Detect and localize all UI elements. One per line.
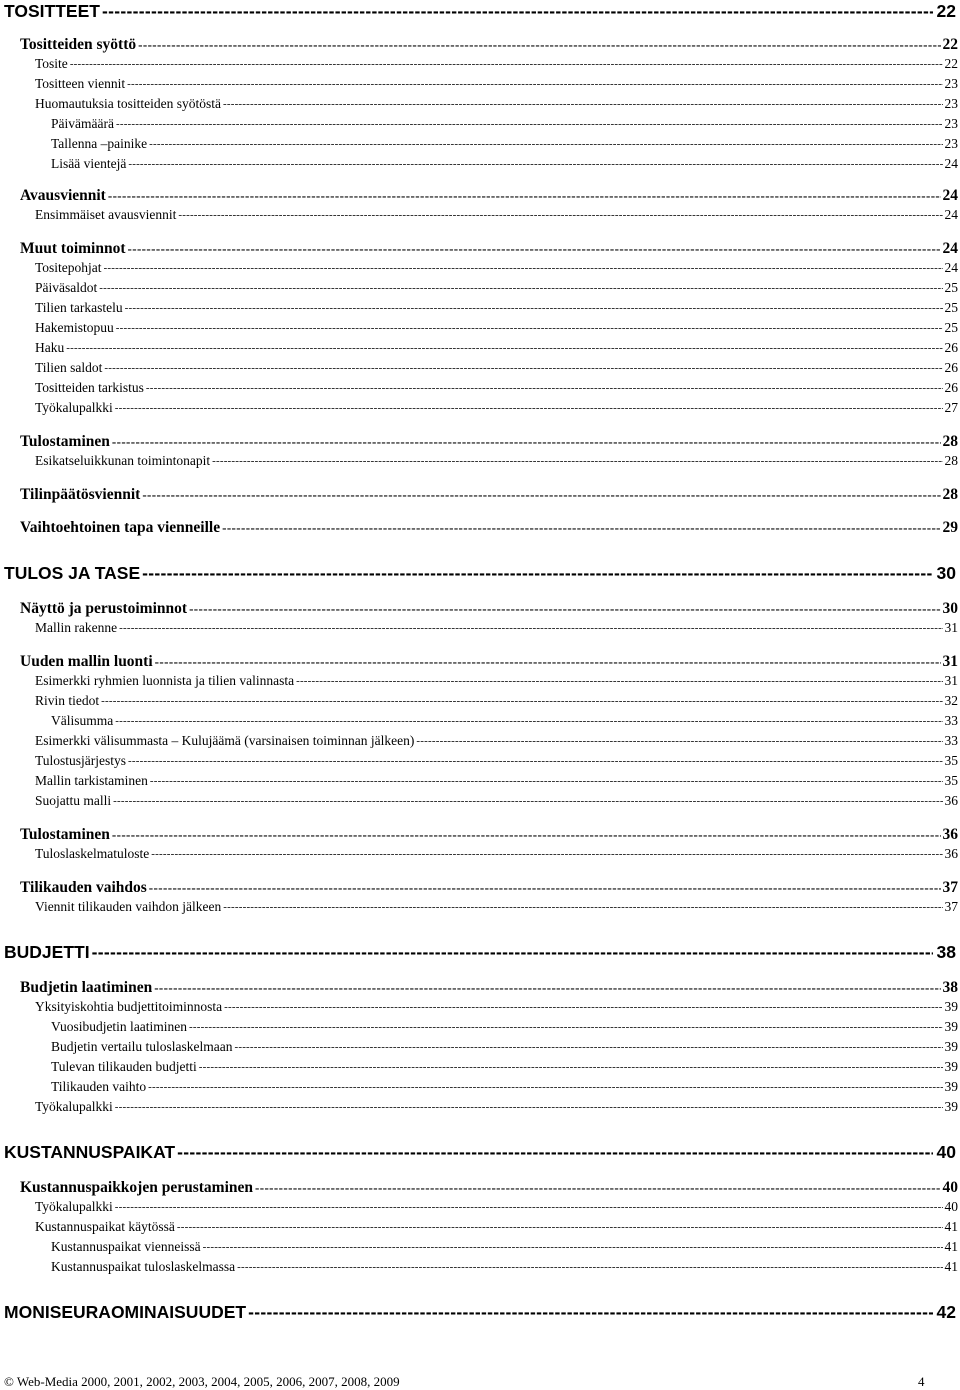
toc-entry-page-number: 37 [942,879,958,896]
toc-entry-title: Tulostaminen [20,433,110,450]
toc-entry-title: Vuosibudjetin laatiminen [51,1019,188,1034]
toc-entry-page-number: 39 [944,1079,958,1094]
toc-entry[interactable] [0,712,958,730]
toc-entry-page-number: 26 [944,340,958,355]
toc-dot-leader [234,1038,942,1056]
toc-dot-leader [104,359,942,377]
toc-entry[interactable] [0,518,958,538]
toc-entry-page-number: 39 [944,1019,958,1034]
toc-entry-title: Kustannuspaikat tuloslaskelmassa [51,1259,236,1274]
toc-entry-page-number: 36 [942,826,958,843]
toc-entry[interactable] [0,692,958,710]
toc-entry-page-number: 23 [944,116,958,131]
toc-entry-title: Yksityiskohtia budjettitoiminnosta [35,999,223,1014]
toc-entry-page-number: 27 [944,400,958,415]
toc-entry-page-number: 22 [944,56,958,71]
toc-entry-page-number: 36 [944,793,958,808]
toc-entry[interactable] [0,898,958,916]
toc-entry-title: Tosite [35,56,68,71]
toc-entry[interactable] [0,752,958,770]
toc-entry[interactable] [0,55,958,73]
toc-entry[interactable] [0,672,958,690]
toc-entry-title: Näyttö ja perustoiminnot [20,600,188,617]
toc-dot-leader [177,1218,943,1236]
toc-entry-title: Muut toiminnot [20,240,126,257]
toc-entry[interactable] [0,319,958,337]
toc-entry-title: Tulostaminen [20,826,110,843]
toc-entry-page-number: 23 [944,136,958,151]
toc-dot-leader [222,518,940,538]
toc-entry-title: Budjetin vertailu tuloslaskelmaan [51,1039,233,1054]
toc-entry-title: TULOS JA TASE [4,563,141,583]
toc-entry[interactable] [0,75,958,93]
toc-dot-leader [151,845,942,863]
toc-entry-title: Mallin rakenne [35,620,118,635]
toc-entry[interactable] [0,186,958,206]
toc-entry-page-number: 23 [944,76,958,91]
toc-dot-leader [177,1141,932,1163]
toc-dot-leader [115,399,943,417]
toc-dot-leader [102,0,933,22]
toc-dot-leader [224,998,942,1016]
toc-dot-leader [189,599,940,619]
toc-dot-leader [237,1258,942,1276]
toc-entry-page-number: 22 [942,36,958,53]
footer-copyright: © Web-Media 2000, 2001, 2002, 2003, 2004, 2005, 2006, 2007, 2008, 2009 [4,1374,400,1389]
toc-dot-leader [178,206,942,224]
toc-dot-leader [416,732,942,750]
toc-entry-page-number: 41 [944,1239,958,1254]
toc-entry[interactable] [0,135,958,153]
toc-entry-page-number: 24 [944,207,958,222]
toc-entry-title: Tilikauden vaihto [51,1079,147,1094]
toc-dot-leader [138,35,940,55]
toc-entry[interactable] [0,379,958,397]
toc-entry-title: Vaihtoehtoinen tapa vienneille [20,519,221,536]
toc-entry-page-number: 33 [944,713,958,728]
toc-entry-page-number: 26 [944,380,958,395]
toc-entry-page-number: 29 [942,519,958,536]
toc-entry-page-number: 28 [942,433,958,450]
toc-dot-leader [203,1238,943,1256]
toc-entry-page-number: 42 [936,1302,956,1322]
toc-entry-page-number: 39 [944,1039,958,1054]
toc-entry-page-number: 23 [944,96,958,111]
toc-entry-page-number: 39 [944,1099,958,1114]
toc-entry-page-number: 31 [944,620,958,635]
toc-dot-leader [154,978,940,998]
toc-entry[interactable] [0,619,958,637]
toc-dot-leader [128,239,941,259]
toc-entry-title: KUSTANNUSPAIKAT [4,1142,176,1162]
toc-entry[interactable] [0,1058,958,1076]
toc-entry-page-number: 25 [944,300,958,315]
toc-dot-leader [108,186,941,206]
toc-dot-leader [255,1178,941,1198]
toc-entry-page-number: 24 [942,187,958,204]
toc-entry-page-number: 41 [944,1259,958,1274]
toc-entry-title: Tilinpäätösviennit [20,486,141,503]
toc-entry-title: Työkalupalkki [35,1099,113,1114]
toc-entry-page-number: 37 [944,899,958,914]
toc-entry[interactable] [0,259,958,277]
page-footer [0,1373,960,1390]
toc-entry-title: Budjetin laatiminen [20,979,153,996]
toc-entry[interactable] [0,339,958,357]
toc-entry[interactable] [0,1018,958,1036]
toc-dot-leader [112,432,941,452]
toc-dot-leader [104,259,943,277]
toc-entry-page-number: 30 [942,600,958,617]
toc-entry-page-number: 35 [944,753,958,768]
toc-entry[interactable] [0,845,958,863]
toc-entry-title: Työkalupalkki [35,400,113,415]
toc-entry-page-number: 35 [944,773,958,788]
toc-dot-leader [116,115,943,133]
toc-entry-page-number: 24 [944,156,958,171]
toc-entry-page-number: 40 [936,1142,956,1162]
toc-dot-leader [223,898,942,916]
toc-entry[interactable] [0,825,958,845]
toc-entry[interactable] [0,115,958,133]
toc-entry[interactable] [0,359,958,377]
toc-entry-page-number: 38 [936,942,956,962]
toc-dot-leader [125,299,943,317]
toc-entry-page-number: 39 [944,999,958,1014]
toc-entry-title: Avausviennit [20,187,106,204]
toc-dot-leader [115,712,942,730]
toc-entry-page-number: 22 [936,1,956,21]
toc-entry[interactable] [0,1141,958,1163]
toc-dot-leader [66,339,942,357]
toc-entry-page-number: 30 [936,563,956,583]
toc-entry[interactable] [0,452,958,470]
toc-entry-page-number: 31 [944,673,958,688]
toc-entry[interactable] [0,1238,958,1256]
toc-dot-leader [189,1018,942,1036]
toc-entry-title: Esimerkki ryhmien luonnista ja tilien valinnasta [35,673,295,688]
footer-page-number: 4 [918,1374,925,1389]
toc-entry-title: Tositteiden tarkistus [35,380,144,395]
toc-entry-title: Lisää vientejä [51,156,127,171]
toc-entry-title: Tilien tarkastelu [35,300,123,315]
toc-entry-title: Uuden mallin luonti [20,653,153,670]
toc-entry[interactable] [0,1178,958,1198]
toc-dot-leader [223,95,943,113]
toc-entry-title: Kustannuspaikkojen perustaminen [20,1179,253,1196]
toc-entry-page-number: 31 [942,653,958,670]
toc-dot-leader [148,1078,942,1096]
toc-dot-leader [70,55,943,73]
toc-dot-leader [149,878,941,898]
toc-entry-title: BUDJETTI [4,942,90,962]
toc-entry[interactable] [0,239,958,259]
toc-dot-leader [119,619,942,637]
toc-entry[interactable] [0,562,958,584]
toc-entry-title: Välisumma [51,713,114,728]
toc-entry-title: Tulevan tilikauden budjetti [51,1059,197,1074]
toc-dot-leader [142,562,932,584]
toc-entry[interactable] [0,155,958,173]
toc-dot-leader [149,135,942,153]
toc-dot-leader [115,1198,943,1216]
toc-entry[interactable] [0,35,958,55]
toc-entry-page-number: 24 [944,260,958,275]
toc-entry-title: Suojattu malli [35,793,112,808]
toc-entry[interactable] [0,772,958,790]
toc-dot-leader [146,379,943,397]
toc-entry-page-number: 39 [944,1059,958,1074]
toc-entry-title: Tilien saldot [35,360,103,375]
toc-dot-leader [248,1301,932,1323]
toc-entry-title: Tuloslaskelmatuloste [35,846,150,861]
toc-dot-leader [101,692,942,710]
toc-dot-leader [116,319,943,337]
toc-entry-title: Tulostusjärjestys [35,753,127,768]
toc-entry[interactable] [0,1198,958,1216]
toc-entry-page-number: 38 [942,979,958,996]
toc-entry[interactable] [0,998,958,1016]
toc-entry-title: Haku [35,340,65,355]
toc-entry-title: Tositteen viennit [35,76,126,91]
toc-dot-leader [150,772,943,790]
toc-entry-page-number: 24 [942,240,958,257]
toc-dot-leader [92,941,933,963]
toc-entry[interactable] [0,0,958,22]
toc-entry[interactable] [0,878,958,898]
toc-dot-leader [112,825,941,845]
toc-entry-page-number: 33 [944,733,958,748]
toc-entry-title: TOSITTEET [4,1,100,21]
toc-entry[interactable] [0,279,958,297]
toc-entry[interactable] [0,732,958,750]
toc-entry[interactable] [0,1038,958,1056]
toc-entry-page-number: 32 [944,693,958,708]
toc-entry-title: Päiväsaldot [35,280,98,295]
toc-entry[interactable] [0,652,958,672]
toc-entry[interactable] [0,432,958,452]
toc-dot-leader [212,452,942,470]
toc-entry[interactable] [0,978,958,998]
toc-dot-leader [199,1058,943,1076]
toc-entry-title: Kustannuspaikat käytössä [35,1219,175,1234]
toc-entry[interactable] [0,206,958,224]
toc-entry[interactable] [0,599,958,619]
toc-entry[interactable] [0,299,958,317]
toc-entry-title: Tositteiden syöttö [20,36,137,53]
toc-entry-title: Tositepohjat [35,260,102,275]
toc-entry-title: Tallenna –painike [51,136,148,151]
toc-dot-leader [113,792,942,810]
toc-dot-leader [127,75,942,93]
toc-entry[interactable] [0,1098,958,1116]
toc-entry-title: Esimerkki välisummasta – Kulujäämä (varsinaisen toiminnan jälkeen) [35,733,415,748]
toc-dot-leader [155,652,941,672]
toc-entry-title: Tilikauden vaihdos [20,879,147,896]
toc-entry-page-number: 36 [944,846,958,861]
toc-entry-page-number: 40 [942,1179,958,1196]
toc-dot-leader [115,1098,943,1116]
toc-entry-title: Ensimmäiset avausviennit [35,207,177,222]
toc-dot-leader [296,672,942,690]
toc-entry[interactable] [0,1258,958,1276]
toc-entry-title: Päivämäärä [51,116,114,131]
toc-entry-title: Kustannuspaikat vienneissä [51,1239,201,1254]
toc-entry-page-number: 41 [944,1219,958,1234]
toc-entry-title: Mallin tarkistaminen [35,773,148,788]
toc-entry-title: Huomautuksia tositteiden syötöstä [35,96,221,111]
toc-dot-leader [142,485,940,505]
toc-dot-leader [128,155,942,173]
toc-entry[interactable] [0,485,958,505]
toc-entry[interactable] [0,95,958,113]
toc-entry[interactable] [0,399,958,417]
toc-entry-page-number: 40 [944,1199,958,1214]
toc-entry-page-number: 28 [944,453,958,468]
toc-entry[interactable] [0,1301,958,1323]
toc-entry-page-number: 25 [944,280,958,295]
toc-entry-title: Rivin tiedot [35,693,100,708]
toc-entry-page-number: 26 [944,360,958,375]
toc-entry-title: Viennit tilikauden vaihdon jälkeen [35,899,222,914]
toc-entry-title: Esikatseluikkunan toimintonapit [35,453,211,468]
toc-dot-leader [128,752,942,770]
toc-entry-title: Työkalupalkki [35,1199,113,1214]
toc-entry[interactable] [0,1218,958,1236]
toc-entry-title: Hakemistopuu [35,320,114,335]
toc-entry[interactable] [0,1078,958,1096]
toc-entry-title: MONISEURAOMINAISUUDET [4,1302,247,1322]
toc-dot-leader [99,279,942,297]
toc-entry-page-number: 28 [942,486,958,503]
toc-entry[interactable] [0,792,958,810]
toc-entry-page-number: 25 [944,320,958,335]
toc-entry[interactable] [0,941,958,963]
